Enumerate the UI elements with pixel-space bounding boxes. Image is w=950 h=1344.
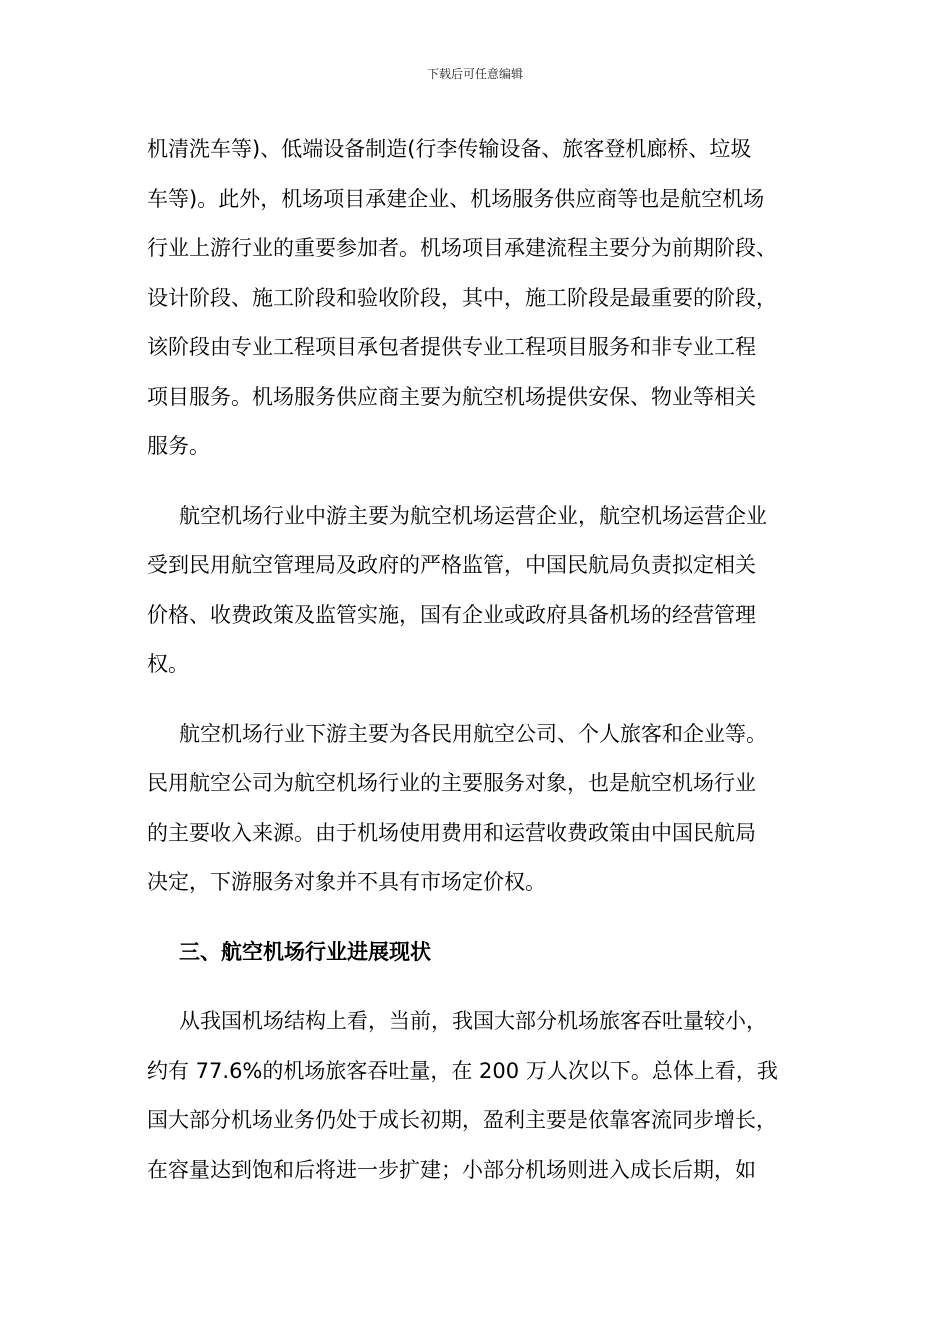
text-line: 受到民用航空管理局及政府的严格监管，中国民航局负责拟定相关 — [147, 553, 756, 577]
text-line: 项目服务。机场服务供应商主要为航空机场提供安保、物业等相关 — [147, 384, 756, 409]
paragraph-upstream-continued — [147, 125, 827, 472]
text-line: 服务。 — [147, 434, 210, 458]
paragraph-development-status — [147, 997, 827, 1195]
paragraph-midstream — [147, 492, 827, 690]
text-line: 机清洗车等)、低端设备制造(行李传输设备、旅客登机廊桥、垃圾 — [147, 137, 752, 161]
text-line: 设计阶段、施工阶段和验收阶段，其中，施工阶段是最重要的阶段， — [147, 285, 777, 310]
text-line: 行业上游行业的重要参加者。机场项目承建流程主要分为前期阶段、 — [147, 236, 777, 260]
text-line: 民用航空公司为航空机场行业的主要服务对象，也是航空机场行业 — [147, 771, 756, 795]
page-header: 下载后可任意编辑 — [426, 67, 523, 81]
text-line: 该阶段由专业工程项目承包者提供专业工程项目服务和非专业工程 — [147, 335, 756, 359]
text-line: 权。 — [147, 652, 189, 676]
text-line: 约有 77.6%的机场旅客吞吐量，在 200 万人次以下。总体上看，我 — [147, 1058, 778, 1083]
text-line: 车等)。此外，机场项目承建企业、机场服务供应商等也是航空机场 — [147, 186, 765, 211]
text-line: 决定，下游服务对象并不具有市场定价权。 — [147, 870, 546, 894]
text-line: 价格、收费政策及监管实施，国有企业或政府具备机场的经营管理 — [147, 602, 756, 627]
text-line: 国大部分机场业务仍处于成长初期，盈利主要是依靠客流同步增长， — [147, 1108, 777, 1132]
text-line: 的主要收入来源。由于机场使用费用和运营收费政策由中国民航局 — [147, 820, 756, 845]
text-line: 航空机场行业中游主要为航空机场运营企业，航空机场运营企业 — [179, 503, 767, 528]
document-body — [147, 125, 827, 1215]
text-line: 从我国机场结构上看，当前，我国大部分机场旅客吞吐量较小， — [179, 1009, 767, 1033]
section-heading: 三、航空机场行业进展现状 — [179, 939, 431, 964]
text-line: 航空机场行业下游主要为各民用航空公司、个人旅客和企业等。 — [179, 721, 767, 746]
text-line: 在容量达到饱和后将进一步扩建；小部分机场则进入成长后期，如 — [147, 1157, 756, 1182]
paragraph-downstream — [147, 710, 827, 908]
